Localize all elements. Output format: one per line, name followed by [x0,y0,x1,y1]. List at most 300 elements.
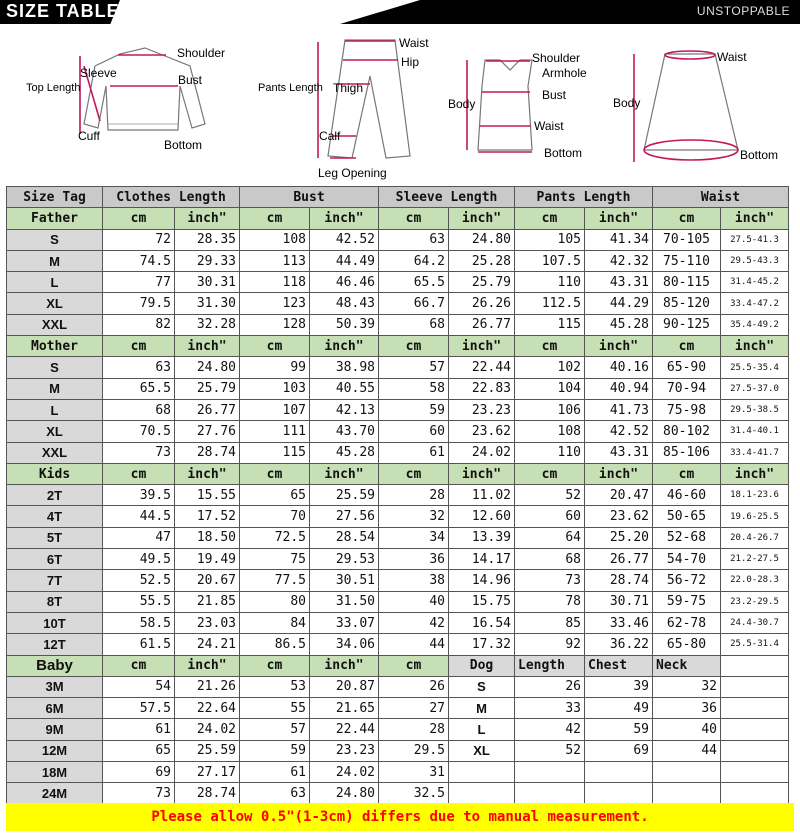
table-value: 92 [515,634,585,655]
table-value: 34 [379,527,449,548]
empty-cell [449,762,515,783]
table-value: 23.03 [175,612,240,633]
shirt-outline [84,48,205,130]
baby-row [7,783,789,804]
unit-inch: inch" [449,463,515,484]
size-table-body [7,187,789,805]
table-value: 90-125 [653,314,721,335]
table-value: 65-90 [653,357,721,378]
table-value: 22.0-28.3 [721,570,789,591]
table-value: 32 [379,506,449,527]
table-value: 39.5 [103,485,175,506]
table-value: 61 [240,762,310,783]
unit-inch: inch" [721,336,789,357]
table-row [7,591,789,612]
header-bust: Bust [240,187,379,208]
table-value: 52.5 [103,570,175,591]
table-value: 25.28 [449,250,515,271]
table-value: 77.5 [240,570,310,591]
table-value: 111 [240,421,310,442]
table-row [7,485,789,506]
baby-row [7,740,789,761]
size-tag: S [7,229,103,250]
table-value: 36.22 [585,634,653,655]
unit-inch: inch" [585,463,653,484]
dog-header: Neck [653,655,721,676]
measurement-diagrams [0,26,800,184]
table-value: 123 [240,293,310,314]
table-value: 45.28 [310,442,379,463]
dog-header: Chest [585,655,653,676]
size-tag: M [7,250,103,271]
unit-cm: cm [515,336,585,357]
empty-cell [515,762,585,783]
label-top-length: Top Length [26,82,81,94]
empty-cell [721,655,789,676]
unit-inch: inch" [175,655,240,676]
label-vest-shoulder: Shoulder [532,51,581,65]
table-value: 17.52 [175,506,240,527]
table-value: 60 [379,421,449,442]
table-value: 40.94 [585,378,653,399]
dog-neck: 44 [653,740,721,761]
table-value: 24.02 [449,442,515,463]
dog-size: XL [449,740,515,761]
table-value: 73 [103,783,175,804]
label-bust: Bust [178,73,203,87]
unit-cm: cm [515,463,585,484]
label-skirt-body: Body [613,96,641,110]
table-value: 36 [379,549,449,570]
group-name: Father [7,208,103,229]
table-value: 20.87 [310,676,379,697]
unit-cm: cm [240,336,310,357]
size-tag: 5T [7,527,103,548]
table-value: 75-98 [653,399,721,420]
label-shoulder: Shoulder [177,46,226,60]
table-value: 75 [240,549,310,570]
size-tag: XL [7,293,103,314]
table-value: 52-68 [653,527,721,548]
table-value: 29.5-43.3 [721,250,789,271]
table-value: 70-105 [653,229,721,250]
table-value: 55.5 [103,591,175,612]
table-value: 26.77 [175,399,240,420]
table-value: 61.5 [103,634,175,655]
label-sleeve: Sleeve [80,66,117,80]
label-thigh: Thigh [333,81,364,95]
table-value: 63 [103,357,175,378]
table-value: 107.5 [515,250,585,271]
table-value: 75-110 [653,250,721,271]
table-value: 65.5 [379,272,449,293]
table-value: 107 [240,399,310,420]
size-tag: 24M [7,783,103,804]
label-skirt-waist: Waist [717,50,747,64]
table-value: 33.07 [310,612,379,633]
table-value: 16.54 [449,612,515,633]
header-bar [0,0,800,24]
empty-cell [721,719,789,740]
skirt-measure-lines [634,51,738,162]
table-value: 14.96 [449,570,515,591]
label-pants-length: Pants Length [258,82,323,94]
size-tag: XXL [7,314,103,335]
table-value: 15.55 [175,485,240,506]
group-name: Mother [7,336,103,357]
table-value: 40 [379,591,449,612]
table-value: 27 [379,698,449,719]
table-value: 54 [103,676,175,697]
table-value: 61 [379,442,449,463]
table-value: 42.52 [310,229,379,250]
size-tag: 4T [7,506,103,527]
table-value: 33.4-47.2 [721,293,789,314]
table-value: 25.59 [175,740,240,761]
table-value: 25.5-35.4 [721,357,789,378]
skirt-outline [644,54,738,150]
table-value: 115 [515,314,585,335]
table-value: 28.35 [175,229,240,250]
table-value: 78 [515,591,585,612]
unit-inch: inch" [585,208,653,229]
table-value: 29.5-38.5 [721,399,789,420]
table-value: 23.23 [310,740,379,761]
size-tag: XXL [7,442,103,463]
table-value: 56-72 [653,570,721,591]
table-value: 44.5 [103,506,175,527]
unit-inch: inch" [721,208,789,229]
table-value: 59 [240,740,310,761]
size-tag: 18M [7,762,103,783]
page-title: SIZE TABLE [6,1,120,21]
table-value: 43.31 [585,272,653,293]
table-value: 27.76 [175,421,240,442]
table-value: 102 [515,357,585,378]
label-pants-waist: Waist [399,36,429,50]
dog-neck: 32 [653,676,721,697]
empty-cell [515,783,585,804]
table-value: 110 [515,442,585,463]
table-value: 22.64 [175,698,240,719]
table-value: 33.46 [585,612,653,633]
baby-row [7,676,789,697]
table-value: 46.46 [310,272,379,293]
table-value: 103 [240,378,310,399]
table-value: 28.74 [585,570,653,591]
group-header-row [7,463,789,484]
table-value: 30.51 [310,570,379,591]
table-value: 31.4-45.2 [721,272,789,293]
table-value: 19.6-25.5 [721,506,789,527]
table-value: 13.39 [449,527,515,548]
unit-cm: cm [240,463,310,484]
table-value: 66.7 [379,293,449,314]
dog-size: M [449,698,515,719]
table-value: 68 [515,549,585,570]
table-value: 30.31 [175,272,240,293]
table-value: 57 [240,719,310,740]
table-row [7,421,789,442]
table-value: 40.55 [310,378,379,399]
dog-neck: 36 [653,698,721,719]
header-pants-length: Pants Length [515,187,653,208]
table-value: 57 [379,357,449,378]
table-value: 50.39 [310,314,379,335]
table-value: 108 [240,229,310,250]
size-tag: 2T [7,485,103,506]
table-value: 52 [515,485,585,506]
table-value: 44 [379,634,449,655]
table-value: 24.80 [175,357,240,378]
table-value: 23.23 [449,399,515,420]
table-value: 26 [379,676,449,697]
table-value: 15.75 [449,591,515,612]
table-row [7,634,789,655]
table-value: 22.83 [449,378,515,399]
table-value: 25.5-31.4 [721,634,789,655]
table-value: 33.4-41.7 [721,442,789,463]
table-value: 106 [515,399,585,420]
table-value: 23.62 [585,506,653,527]
baby-row [7,719,789,740]
table-value: 38 [379,570,449,591]
table-row [7,442,789,463]
table-value: 26.77 [449,314,515,335]
table-value: 42.13 [310,399,379,420]
size-tag: 7T [7,570,103,591]
table-value: 31.30 [175,293,240,314]
size-tag: XL [7,421,103,442]
unit-cm: cm [103,655,175,676]
table-value: 25.79 [449,272,515,293]
table-value: 20.4-26.7 [721,527,789,548]
size-tag: S [7,357,103,378]
table-value: 46-60 [653,485,721,506]
size-tag: L [7,272,103,293]
table-value: 85-120 [653,293,721,314]
header-sleeve-length: Sleeve Length [379,187,515,208]
table-value: 21.85 [175,591,240,612]
table-value: 118 [240,272,310,293]
table-value: 64.2 [379,250,449,271]
table-value: 60 [515,506,585,527]
table-value: 54-70 [653,549,721,570]
table-value: 26.77 [585,549,653,570]
table-value: 23.2-29.5 [721,591,789,612]
table-row [7,506,789,527]
table-value: 27.5-37.0 [721,378,789,399]
table-value: 21.2-27.5 [721,549,789,570]
table-value: 42 [379,612,449,633]
table-value: 24.80 [449,229,515,250]
table-value: 20.67 [175,570,240,591]
table-value: 45.28 [585,314,653,335]
dog-size: L [449,719,515,740]
header-size-tag: Size Tag [7,187,103,208]
table-value: 49.5 [103,549,175,570]
table-value: 63 [240,783,310,804]
table-value: 65 [103,740,175,761]
size-tag: 3M [7,676,103,697]
table-value: 84 [240,612,310,633]
unit-cm: cm [653,336,721,357]
table-value: 86.5 [240,634,310,655]
size-tag: 12M [7,740,103,761]
table-value: 22.44 [310,719,379,740]
baby-row [7,698,789,719]
table-value: 27.56 [310,506,379,527]
dog-length: 26 [515,676,585,697]
table-value: 21.65 [310,698,379,719]
table-value: 25.79 [175,378,240,399]
dog-length: 33 [515,698,585,719]
label-hip: Hip [401,55,420,69]
table-value: 24.02 [310,762,379,783]
empty-cell [721,783,789,804]
brand-name: UNSTOPPABLE [696,4,790,18]
table-value: 73 [515,570,585,591]
table-value: 72.5 [240,527,310,548]
table-value: 70.5 [103,421,175,442]
table-value: 22.44 [449,357,515,378]
table-value: 25.20 [585,527,653,548]
table-value: 112.5 [515,293,585,314]
empty-cell [449,783,515,804]
table-value: 115 [240,442,310,463]
header-waist: Waist [653,187,789,208]
group-name: Kids [7,463,103,484]
unit-inch: inch" [310,208,379,229]
label-vest-bust: Bust [542,88,567,102]
table-value: 58.5 [103,612,175,633]
table-value: 65 [240,485,310,506]
unit-cm: cm [103,336,175,357]
table-row [7,250,789,271]
table-value: 26.26 [449,293,515,314]
table-header-row [7,187,789,208]
table-value: 53 [240,676,310,697]
unit-inch: inch" [175,463,240,484]
table-value: 62-78 [653,612,721,633]
table-value: 32.28 [175,314,240,335]
table-value: 55 [240,698,310,719]
baby-row [7,762,789,783]
table-value: 58 [379,378,449,399]
header-clothes-length: Clothes Length [103,187,240,208]
table-value: 24.4-30.7 [721,612,789,633]
label-armhole: Armhole [542,66,587,80]
table-value: 40.16 [585,357,653,378]
table-value: 80 [240,591,310,612]
size-tag: 10T [7,612,103,633]
table-value: 104 [515,378,585,399]
unit-inch: inch" [721,463,789,484]
unit-cm: cm [379,463,449,484]
table-value: 28 [379,485,449,506]
label-skirt-bottom: Bottom [740,148,779,162]
table-value: 63 [379,229,449,250]
table-value: 61 [103,719,175,740]
table-value: 72 [103,229,175,250]
table-value: 59-75 [653,591,721,612]
empty-cell [721,698,789,719]
table-value: 31 [379,762,449,783]
unit-cm: cm [379,336,449,357]
dog-chest: 69 [585,740,653,761]
table-row [7,378,789,399]
label-leg-opening: Leg Opening [318,166,387,180]
table-value: 28 [379,719,449,740]
unit-cm: cm [653,208,721,229]
group-header-row [7,336,789,357]
unit-inch: inch" [585,336,653,357]
size-tag: 9M [7,719,103,740]
table-value: 41.73 [585,399,653,420]
table-value: 85-106 [653,442,721,463]
size-tag: 8T [7,591,103,612]
table-value: 73 [103,442,175,463]
vest-outline [478,60,532,150]
table-value: 24.02 [175,719,240,740]
table-value: 12.60 [449,506,515,527]
label-bottom: Bottom [164,138,203,152]
label-vest-bottom: Bottom [544,146,583,160]
table-row [7,399,789,420]
empty-cell [721,676,789,697]
table-value: 70-94 [653,378,721,399]
empty-cell [721,762,789,783]
table-row [7,527,789,548]
unit-cm: cm [653,463,721,484]
dog-header: Dog [449,655,515,676]
table-value: 82 [103,314,175,335]
size-table [6,186,789,805]
table-value: 74.5 [103,250,175,271]
table-value: 19.49 [175,549,240,570]
table-value: 31.50 [310,591,379,612]
empty-cell [721,740,789,761]
vest-measure-lines [467,60,532,152]
table-value: 25.59 [310,485,379,506]
table-value: 18.1-23.6 [721,485,789,506]
unit-inch: inch" [449,336,515,357]
empty-cell [653,762,721,783]
table-value: 113 [240,250,310,271]
table-value: 43.70 [310,421,379,442]
empty-cell [653,783,721,804]
table-row [7,293,789,314]
table-value: 44.29 [585,293,653,314]
table-value: 70 [240,506,310,527]
label-vest-waist: Waist [534,119,564,133]
table-value: 11.02 [449,485,515,506]
dog-length: 42 [515,719,585,740]
table-value: 79.5 [103,293,175,314]
table-value: 17.32 [449,634,515,655]
size-tag: L [7,399,103,420]
table-value: 77 [103,272,175,293]
unit-cm: cm [240,655,310,676]
dog-neck: 40 [653,719,721,740]
unit-cm: cm [379,208,449,229]
table-value: 34.06 [310,634,379,655]
table-value: 68 [103,399,175,420]
group-header-row [7,208,789,229]
table-value: 128 [240,314,310,335]
table-value: 35.4-49.2 [721,314,789,335]
table-value: 31.4-40.1 [721,421,789,442]
